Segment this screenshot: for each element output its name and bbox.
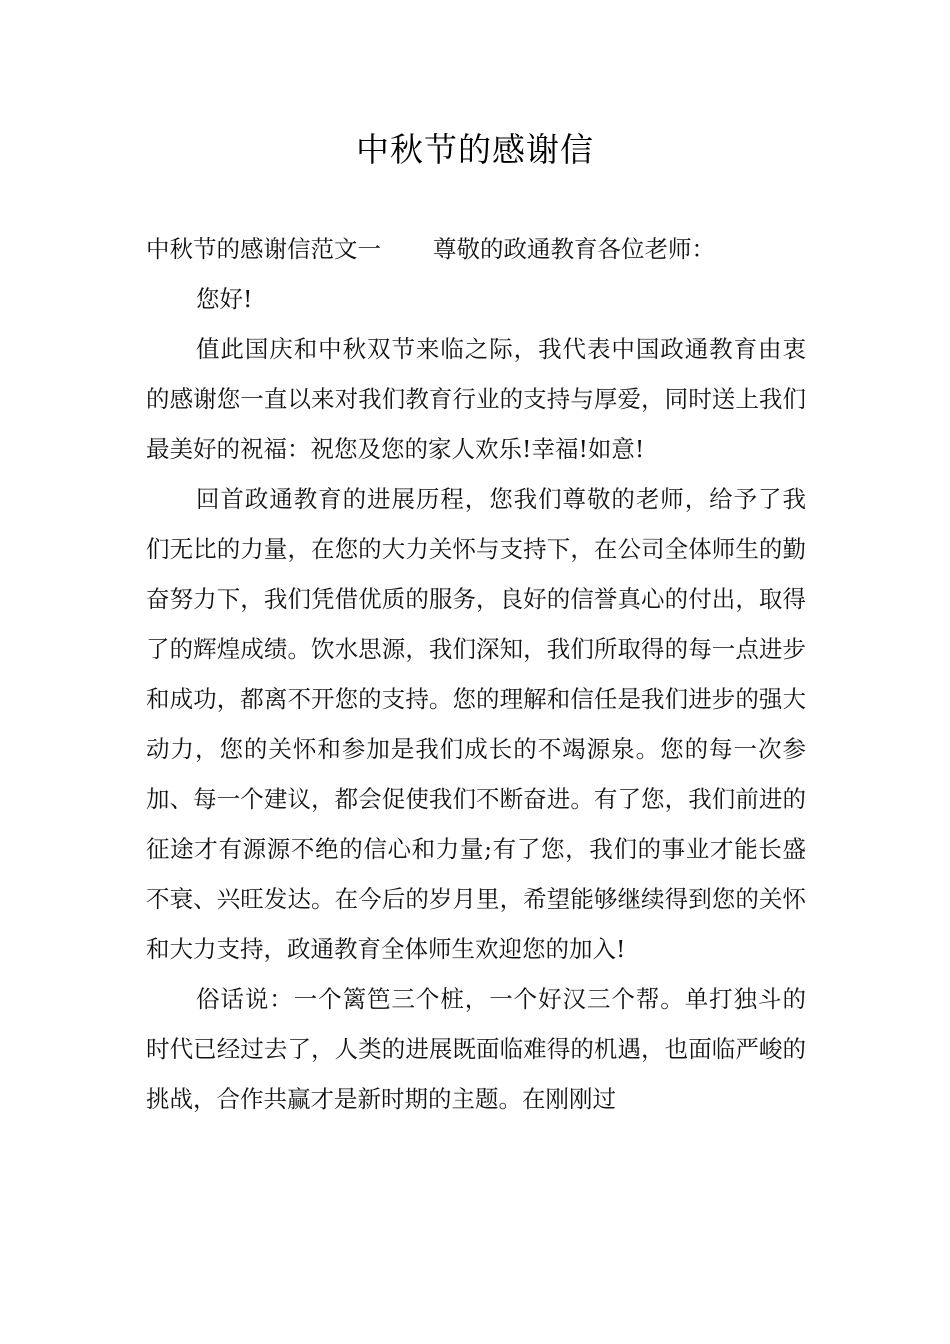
heading-line	[146, 224, 806, 274]
letter-salutation: 尊敬的政通教育各位老师：	[433, 235, 715, 263]
document-title: 中秋节的感谢信	[356, 130, 594, 169]
paragraph-3: 俗话说：一个篱笆三个桩，一个好汉三个帮。单打独斗的时代已经过去了，人类的进展既面临难得的机遇，也面临严峻的挑战，合作共赢才是新时期的主题。在刚刚过	[146, 985, 806, 1113]
letter-greeting: 您好!	[196, 285, 253, 313]
letter-subheading: 中秋节的感谢信范文一	[146, 235, 381, 263]
paragraph-1: 值此国庆和中秋双节来临之际，我代表中国政通教育由衷的感谢您一直以来对我们教育行业的支持与厚爱，同时送上我们最美好的祝福：祝您及您的家人欢乐!幸福!如意!	[146, 335, 806, 463]
letter-body	[146, 224, 806, 1124]
paragraph-2: 回首政通教育的进展历程，您我们尊敬的老师，给予了我们无比的力量，在您的大力关怀与支持下，在公司全体师生的勤奋努力下，我们凭借优质的服务，良好的信誉真心的付出，取得了的辉煌成绩。饮水思源，我们深知，我们所取得的每一点进步和成功，都离不开您的支持。您的理解和信任是我们进步的强大动力，您的关怀和参加是我们成长的不竭源泉。您的每一次参加、每一个建议，都会促使我们不断奋进。有了您，我们前进的征途才有源源不绝的信心和力量;有了您，我们的事业才能长盛不衰、兴旺发达。在今后的岁月里，希望能够继续得到您的关怀和大力支持，政通教育全体师生欢迎您的加入!	[146, 485, 806, 963]
